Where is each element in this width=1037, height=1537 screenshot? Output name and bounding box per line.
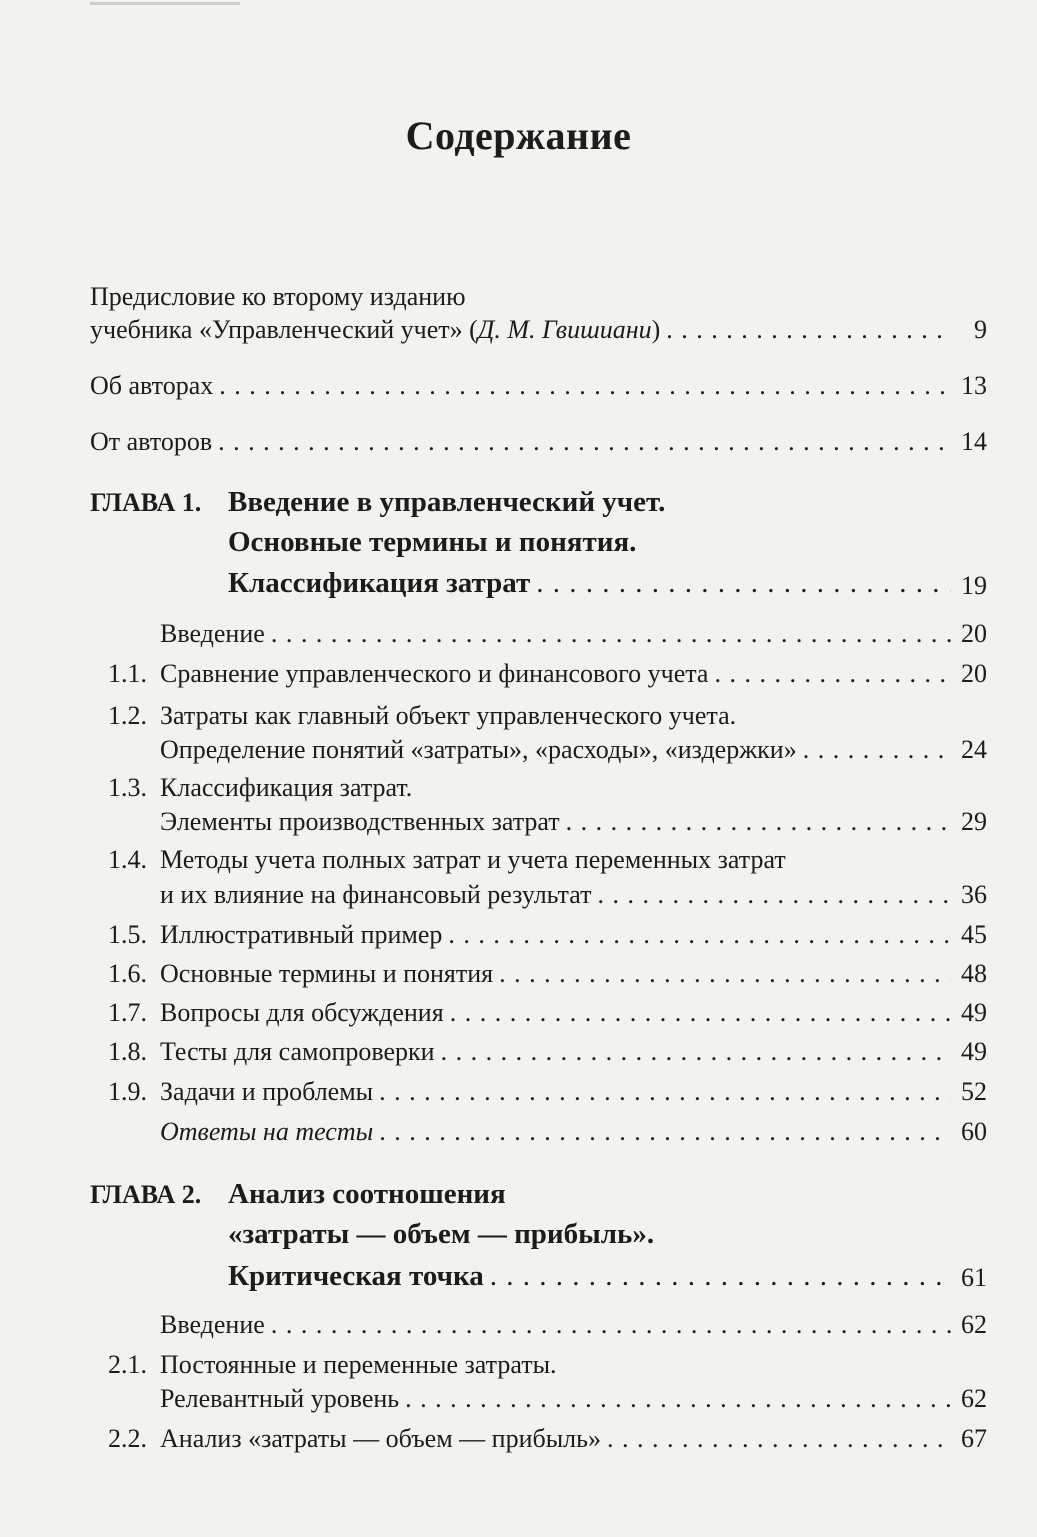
page-number: 52 xyxy=(961,1077,987,1106)
page-number: 13 xyxy=(961,371,987,400)
chapter-label: ГЛАВА 2. xyxy=(90,1180,202,1209)
page-number: 62 xyxy=(961,1310,987,1339)
toc-entry-1-3-line-1: Классификация затрат. xyxy=(160,773,413,802)
page-number: 9 xyxy=(974,315,987,344)
page-number: 36 xyxy=(961,880,987,909)
section-number: 1.7. xyxy=(108,998,147,1027)
section-number: 1.1. xyxy=(108,659,147,688)
toc-entry-1-4-line-2: и их влияние на финансовый результат . . . xyxy=(160,880,957,910)
toc-entry-1-2-line-2: Определение понятий «затраты», «расходы», «издержки» . . . xyxy=(160,735,957,765)
page-number: 29 xyxy=(961,807,987,836)
page-number: 62 xyxy=(961,1384,987,1413)
section-number: 1.4. xyxy=(108,845,147,874)
toc-entry-2-1-line-1: Постоянные и переменные затраты. xyxy=(160,1350,557,1379)
chapter-title-line-2: «затраты — объем — прибыль». xyxy=(228,1218,655,1250)
section-number: 2.2. xyxy=(108,1424,147,1453)
chapter-title-line-1: Анализ соотношения xyxy=(228,1178,506,1210)
page-number: 19 xyxy=(961,571,987,600)
toc-entry-1-9: Задачи и проблемы . . . xyxy=(160,1077,957,1107)
toc-entry-intro: Введение . . . xyxy=(160,619,957,649)
toc-entry-1-8: Тесты для самопроверки . . . xyxy=(160,1037,957,1067)
toc-entry-2-1-line-2: Релевантный уровень . . . xyxy=(160,1384,957,1414)
entry-line: Об авторах . . . xyxy=(90,371,957,401)
page-number: 48 xyxy=(961,959,987,988)
page-number: 49 xyxy=(961,1037,987,1066)
page-number: 60 xyxy=(961,1117,987,1146)
preface-book: учебника «Управленческий учет» ( xyxy=(90,315,478,344)
section-number: 1.6. xyxy=(108,959,147,988)
toc-entry-1-4-line-1: Методы учета полных затрат и учета переменных затрат xyxy=(160,845,786,874)
section-number: 1.5. xyxy=(108,920,147,949)
page-title: Содержание xyxy=(405,113,632,158)
page-number: 20 xyxy=(961,619,987,648)
page-number: 20 xyxy=(961,659,987,688)
page-number: 24 xyxy=(961,735,987,764)
toc-entry-intro: Введение . . . xyxy=(160,1310,957,1340)
toc-entry-1-7: Вопросы для обсуждения . . . xyxy=(160,998,957,1028)
page-number: 14 xyxy=(961,427,987,456)
section-number: 2.1. xyxy=(108,1350,147,1379)
section-number: 1.3. xyxy=(108,773,147,802)
preface-line-1: Предисловие ко второму изданию xyxy=(90,282,466,311)
section-number: 1.2. xyxy=(108,701,147,730)
section-number: 1.8. xyxy=(108,1037,147,1066)
preface-line-2: учебника «Управленческий учет» (Д. М. Гвишиани) . . . xyxy=(90,315,957,345)
section-number: 1.9. xyxy=(108,1077,147,1106)
chapter-title-line-3: Критическая точка . . . xyxy=(228,1260,957,1293)
chapter-title-line-3: Классификация затрат . . . xyxy=(228,567,957,600)
toc-entry-1-5: Иллюстративный пример . . . xyxy=(160,920,957,950)
toc-entry-2-2: Анализ «затраты — объем — прибыль» . . . xyxy=(160,1424,957,1454)
toc-entry-1-6: Основные термины и понятия . . . xyxy=(160,959,957,989)
toc-entry-1-1: Сравнение управленческого и финансового учета . . . xyxy=(160,659,957,689)
page-number: 49 xyxy=(961,998,987,1027)
chapter-title-line-1: Введение в управленческий учет. xyxy=(228,486,666,518)
top-rule xyxy=(90,2,240,5)
page-number: 61 xyxy=(961,1263,987,1292)
page-number: 67 xyxy=(961,1424,987,1453)
entry-line: От авторов . . . xyxy=(90,427,957,457)
page-number: 45 xyxy=(961,920,987,949)
toc-entry-answers: Ответы на тесты . . . xyxy=(160,1117,957,1147)
preface-author: Д. М. Гвишиани xyxy=(477,315,652,344)
leader-dots xyxy=(666,315,951,345)
toc-entry-1-2-line-1: Затраты как главный объект управленческого учета. xyxy=(160,701,737,730)
chapter-title-line-2: Основные термины и понятия. xyxy=(228,526,637,558)
toc-entry-1-3-line-2: Элементы производственных затрат . . . xyxy=(160,807,957,837)
chapter-label: ГЛАВА 1. xyxy=(90,488,202,517)
